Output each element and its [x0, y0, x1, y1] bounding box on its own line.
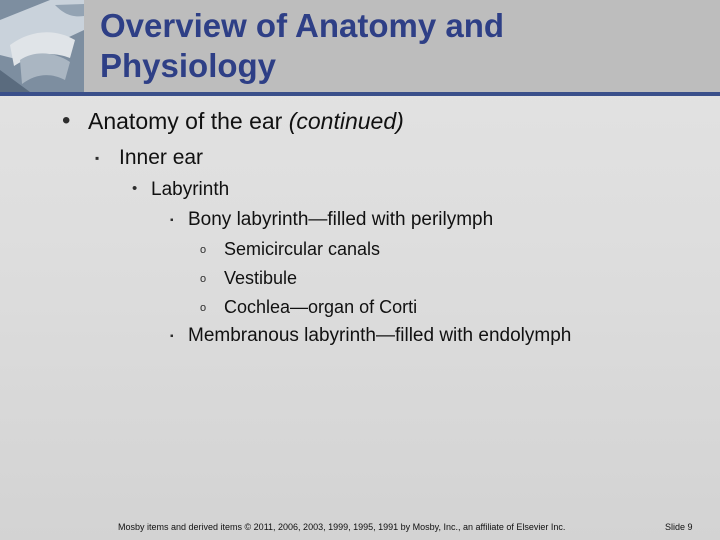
bullet-marker: o [200, 302, 207, 314]
slide-title-line-1: Overview of Anatomy and [100, 7, 505, 44]
bullet-text: Labyrinth [151, 179, 230, 200]
bullet-marker: • [132, 180, 138, 197]
bullet-text: Semicircular canals [224, 239, 381, 259]
bullet-text: Bony labyrinth—filled with perilymph [188, 209, 494, 230]
bullet-marker: ▪ [170, 215, 174, 226]
bullet-text: Vestibule [224, 268, 298, 288]
copyright-footer: Mosby items and derived items © 2011, 2006, 2003, 1999, 1995, 1991 by Mosby, Inc., an affiliate of Elsevier Inc. [118, 522, 566, 532]
bullet-text: Cochlea—organ of Corti [224, 297, 418, 317]
bullet-text: Membranous labyrinth—filled with endolymph [188, 325, 572, 346]
slide-number: Slide 9 [665, 522, 693, 532]
bullet-text: Anatomy of the ear [88, 108, 289, 134]
bullet-marker: ▪ [95, 151, 100, 165]
bullet-marker: • [62, 107, 71, 134]
bullet-text: Inner ear [119, 146, 204, 169]
slide-title-line-2: Physiology [100, 47, 277, 84]
bullet-marker: o [200, 244, 207, 256]
bullet-marker: o [200, 273, 207, 285]
bullet-text-italic: (continued) [288, 108, 404, 134]
bullet-marker: ▪ [170, 331, 174, 342]
